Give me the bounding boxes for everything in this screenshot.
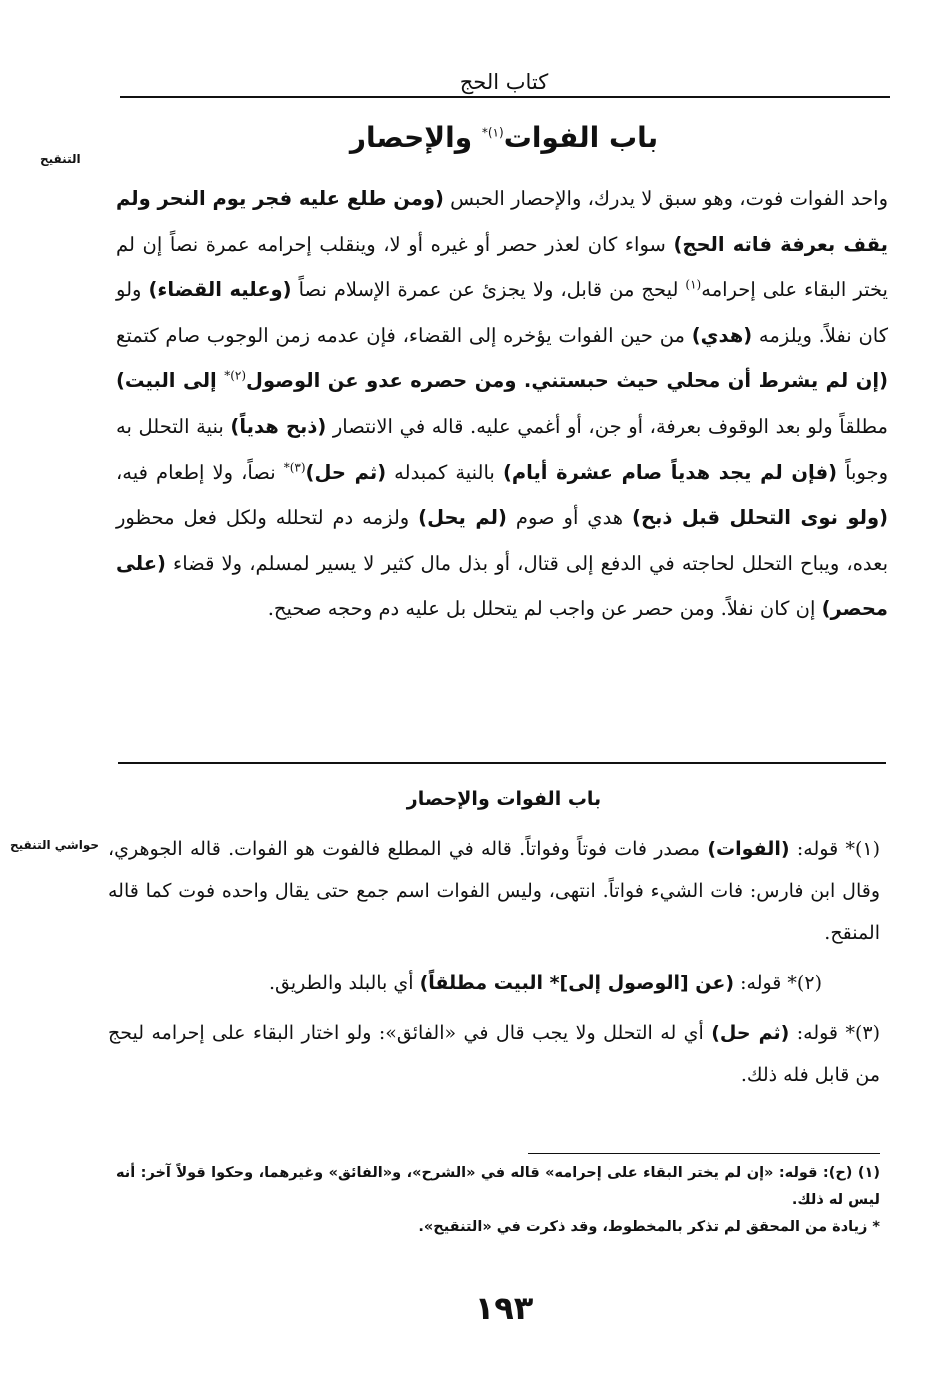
- main-text-segment: إن كان نفلاً. ومن حصر عن واجب لم يتحلل بل عليه دم وحجه صحيح.: [267, 597, 822, 621]
- main-bold-segment: (على محصر): [116, 551, 888, 621]
- main-text-segment: هدي أو صوم: [506, 506, 633, 530]
- note-bold-segment: (عن [الوصول إلى]* البيت مطلقاً): [419, 972, 735, 994]
- notes-heading: باب الفوات والإحصار: [406, 788, 602, 810]
- side-label-tanqih: التنقيح: [40, 152, 81, 166]
- main-bold-segment: (إن لم يشرط أن محلي حيث حبستني. ومن حصره عدو عن الوصول: [246, 369, 888, 393]
- chapter-heading: [118, 118, 890, 158]
- main-bold-segment: (ولو نوى التحلل قبل ذبح): [632, 506, 889, 530]
- running-header: كتاب الحج: [459, 70, 549, 94]
- commentary-notes: [108, 828, 880, 1104]
- commentary-note-2: [108, 962, 880, 1004]
- main-bold-segment: (ذبح هدياً): [230, 414, 327, 438]
- main-bold-segment: (ثم حل): [305, 460, 387, 484]
- footnote-2: * زيادة من المحقق لم تذكر بالمخطوط، وقد ذكرت في «التنقيح».: [418, 1219, 880, 1235]
- main-paragraph: [116, 176, 888, 632]
- main-text: [116, 176, 888, 632]
- main-text-segment: ولو كان نفلاً. ويلزمه: [116, 278, 888, 347]
- note-bold-segment: (ثم حل): [711, 1022, 790, 1044]
- main-note-ref: (٢)*: [224, 368, 247, 383]
- main-bold-segment: (لم يحل): [418, 506, 507, 530]
- main-text-segment: بنية التحلل به وجوباً: [116, 414, 889, 484]
- footnote-1: (١) (ح): قوله: «إن لم يختر البقاء على إحرامه» قاله في «الشرح»، و«الفائق» وغيرهما، وحكوا قولاً آخر: أنه ليس له ذلك.: [116, 1165, 880, 1208]
- main-text-segment: من حين الفوات يؤخره إلى القضاء، فإن عدمه زمن الوجوب صام كتمتع: [116, 323, 692, 347]
- chapter-heading-text-2: والإحصار: [349, 121, 482, 154]
- main-bold-segment: (فإن لم يجد هدياً صام عشرة أيام): [502, 460, 838, 484]
- commentary-note-3: [108, 1012, 880, 1096]
- side-label-hawashi: حواشي التنقيح: [10, 838, 100, 852]
- main-bold-segment: (هدي): [691, 323, 753, 347]
- main-note-ref: (١): [685, 277, 702, 292]
- note-text-segment: (٣)* قوله:: [789, 1022, 880, 1044]
- chapter-heading-note-ref: (١)*: [481, 125, 504, 140]
- note-bold-segment: (الفوات): [707, 838, 790, 860]
- footnote-rule: [528, 1153, 880, 1154]
- note-text-segment: أي بالبلد والطريق.: [268, 972, 420, 994]
- main-text-segment: ليحج من قابل، ولا يجزئ عن عمرة الإسلام نصاً: [291, 278, 686, 302]
- main-text-segment: مطلقاً ولو بعد الوقوف بعرفة، أو جن، أو أغمي عليه. قاله في الانتصار: [326, 414, 888, 438]
- main-text-segment: واحد الفوات فوت، وهو سبق لا يدرك، والإحصار الحبس: [443, 187, 888, 210]
- main-text-segment: بالنية كمبدله: [386, 460, 503, 484]
- section-divider: [118, 762, 886, 764]
- header-rule: [120, 96, 890, 98]
- main-bold-segment: (وعليه القضاء): [148, 278, 292, 302]
- chapter-heading-text: باب الفوات: [503, 121, 659, 154]
- note-text-segment: (١)* قوله:: [789, 838, 880, 860]
- main-bold-segment: (ومن طلع عليه فجر يوم النحر ولم يقف بعرفة فاته الحج): [116, 187, 888, 256]
- main-note-ref: (٣)*: [283, 460, 306, 475]
- note-text-segment: أي له التحلل ولا يجب قال في «الفائق»: ولو اختار البقاء على إحرامه ليحج من قابل فله ذلك.: [108, 1022, 880, 1086]
- page-number: ١٩٣: [474, 1289, 534, 1327]
- main-text-segment: ولزمه دم لتحلله ولكل فعل محظور بعده، ويباح التحلل لحاجته في الدفع إلى قتال، أو بذل مال كثير لا يسير لمسلم، ولا قضاء: [116, 506, 888, 575]
- main-text-segment: سواء كان لعذر حصر أو غيره أو لا، وينقلب إحرامه عمرة نصاً إن لم يختر البقاء على إحرامه: [116, 232, 888, 302]
- footnotes: [116, 1160, 880, 1241]
- main-text-segment: نصاً، ولا إطعام فيه،: [116, 460, 284, 484]
- main-bold-segment: إلى البيت): [116, 369, 225, 393]
- note-text-segment: مصدر فات فوتاً وفواتاً. قاله في المطلع فالفوت هو الفوات. قاله الجوهري، وقال ابن فارس: فات الشيء فواتاً. انتهى، وليس الفوات اسم جمع حتى يقال واحده فوت كما قاله المنقح.: [108, 838, 880, 944]
- note-text-segment: (٢)* قوله:: [734, 972, 822, 994]
- commentary-note-1: [108, 828, 880, 954]
